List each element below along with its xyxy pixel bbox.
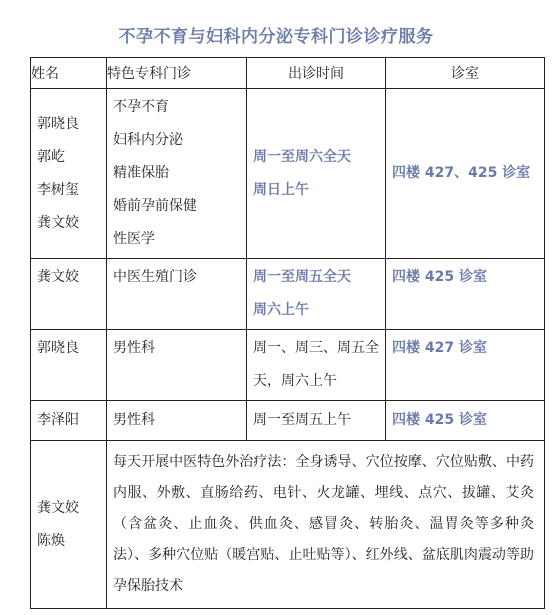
- table-row: [31, 401, 545, 441]
- doctor-name: 陈焕: [37, 532, 65, 549]
- doctor-name: 郭晓良: [37, 340, 79, 356]
- doctor-name: 龚文姣: [37, 269, 79, 285]
- specialty-item: 不孕不育: [113, 99, 169, 115]
- clinic-room: 四楼 425 诊室: [392, 269, 487, 285]
- table-header-row: [31, 58, 545, 89]
- time-cell: [247, 330, 386, 401]
- table-row: [31, 89, 545, 259]
- clinic-time: 天，周六上午: [253, 373, 337, 389]
- room-cell: [386, 259, 545, 330]
- specialty-item: 中医生殖门诊: [113, 269, 197, 285]
- specialty-item: 性医学: [113, 231, 155, 247]
- table-row: [31, 330, 545, 401]
- header-time: 出诊时间: [247, 58, 386, 89]
- specialty-item: 精准保胎: [113, 165, 169, 181]
- specialty-cell: [107, 259, 247, 330]
- doctor-names-cell: [31, 330, 107, 401]
- clinic-time: 周一至周五上午: [253, 412, 351, 428]
- doctor-name: 龚文姣: [37, 499, 79, 516]
- room-cell: [386, 89, 545, 259]
- doctor-name: 郭晓良: [37, 115, 79, 132]
- time-cell: [247, 401, 386, 441]
- doctor-name: 郭屹: [37, 148, 65, 165]
- time-cell: [247, 89, 386, 259]
- clinic-time: 周日上午: [253, 181, 309, 198]
- specialty-item: 男性科: [113, 412, 155, 428]
- header-name: 姓名: [31, 58, 107, 89]
- treatment-description-cell: [107, 441, 545, 609]
- doctor-name: 龚文姣: [37, 214, 79, 231]
- clinic-time: 周一、周三、周五全: [253, 340, 379, 356]
- time-cell: [247, 259, 386, 330]
- clinic-room: 四楼 425 诊室: [392, 412, 487, 428]
- room-cell: [386, 330, 545, 401]
- clinic-room: 四楼 427、425 诊室: [392, 165, 531, 181]
- doctor-names-cell: [31, 89, 107, 259]
- page-title: 不孕不育与妇科内分泌专科门诊诊疗服务: [118, 27, 434, 47]
- doctor-name: 李泽阳: [37, 412, 79, 428]
- treatment-description: 每天开展中医特色外治疗法：全身诱导、穴位按摩、穴位贴敷、中药内服、外敷、直肠给药、电针、火龙罐、埋线、点穴、拔罐、艾灸（含盆灸、止血灸、供血灸、感冒灸、转胎灸、温胃灸等多种灸法）、多种穴位贴（暖宫贴、止吐贴等）、红外线、盆底肌肉震动等助孕保胎技术: [113, 454, 534, 594]
- doctor-names-cell: [31, 401, 107, 441]
- doctor-names-cell: [31, 259, 107, 330]
- specialty-cell: [107, 89, 247, 259]
- clinic-time: 周一至周五全天: [253, 269, 351, 285]
- header-room: 诊室: [386, 58, 545, 89]
- specialty-cell: [107, 330, 247, 401]
- doctor-names-cell: [31, 441, 107, 609]
- clinic-room: 四楼 427 诊室: [392, 340, 487, 356]
- specialty-cell: [107, 401, 247, 441]
- header-specialty: 特色专科门诊: [107, 58, 247, 89]
- clinic-schedule-table: [30, 57, 545, 609]
- specialty-item: 男性科: [113, 340, 155, 356]
- table-row: [31, 259, 545, 330]
- doctor-name: 李树玺: [37, 181, 79, 198]
- table-row: [31, 441, 545, 609]
- specialty-item: 妇科内分泌: [113, 132, 183, 148]
- specialty-item: 婚前孕前保健: [113, 198, 197, 214]
- clinic-time: 周一至周六全天: [253, 148, 351, 165]
- room-cell: [386, 401, 545, 441]
- clinic-time: 周六上午: [253, 302, 309, 318]
